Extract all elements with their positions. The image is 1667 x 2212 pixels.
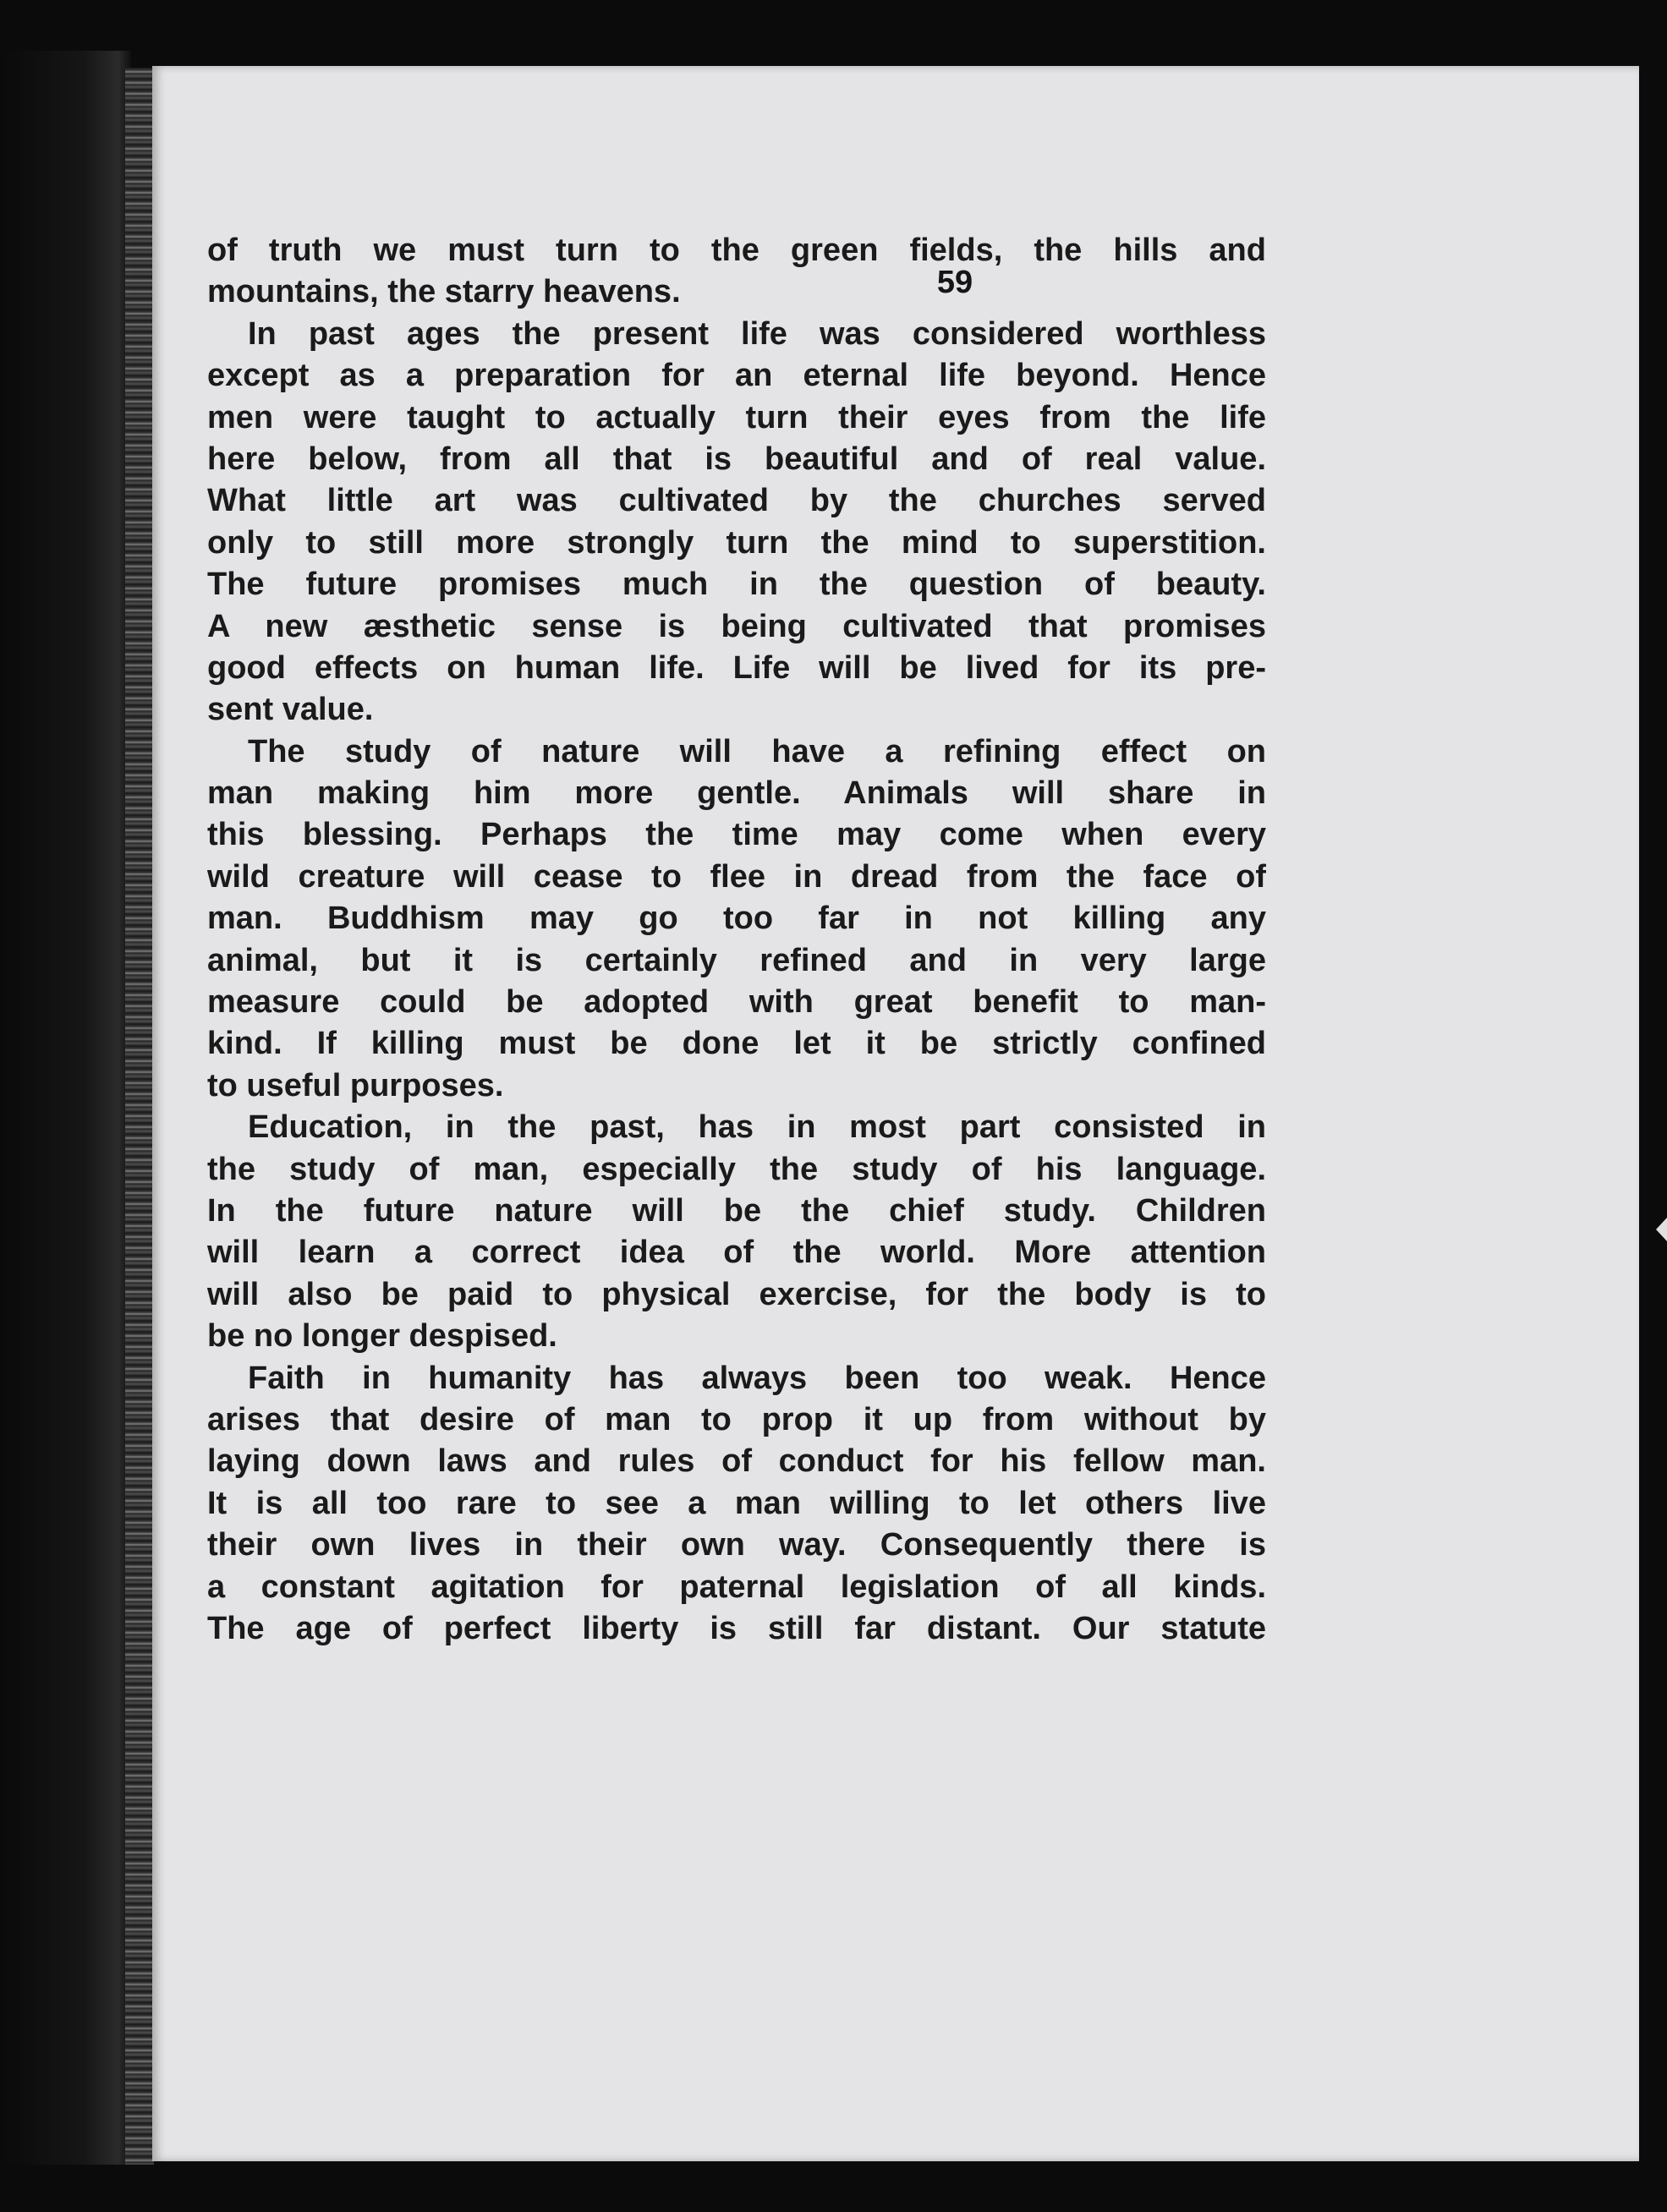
text-line: here below, from all that is beautiful and of real value. — [207, 441, 1266, 477]
text-line: of truth we must turn to the green fields, the hills and — [207, 233, 1266, 268]
text-line: animal, but it is certainly refined and in very large — [207, 942, 1266, 978]
text-line: What little art was cultivated by the churches served — [207, 483, 1266, 519]
text-line: Education, in the past, has in most part consisted in — [248, 1109, 1266, 1146]
text-line: good effects on human life. Life will be lived for its pre- — [207, 649, 1266, 686]
text-line: the study of man, especially the study of his language. — [207, 1151, 1266, 1187]
text-line: kind. If killing must be done let it be strictly confined — [207, 1026, 1266, 1062]
text-line: sent value. — [207, 692, 374, 728]
text-line: to useful purposes. — [207, 1067, 504, 1103]
text-line: Faith in humanity has always been too weak. Hence — [248, 1360, 1266, 1396]
text-line: It is all too rare to see a man willing to let others live — [207, 1485, 1266, 1521]
text-line: will learn a correct idea of the world. More attention — [207, 1235, 1266, 1271]
text-line: will also be paid to physical exercise, for the body is to — [207, 1276, 1266, 1312]
text-line: be no longer despised. — [207, 1318, 557, 1355]
scan-edge-marker — [1656, 1218, 1667, 1241]
text-line: mountains, the starry heavens. — [207, 274, 681, 310]
text-line: measure could be adopted with great benefit to man- — [207, 984, 1266, 1021]
text-line: man making him more gentle. Animals will share in — [207, 775, 1266, 812]
text-line: laying down laws and rules of conduct for his fellow man. — [207, 1443, 1266, 1480]
text-line: men were taught to actually turn their eyes from the life — [207, 399, 1266, 435]
text-line: In the future nature will be the chief study. Children — [207, 1192, 1266, 1229]
page-number: 59 — [936, 265, 973, 300]
text-line: man. Buddhism may go too far in not killing any — [207, 901, 1266, 937]
text-line: The study of nature will have a refining effect on — [248, 733, 1266, 769]
body-text — [207, 230, 1266, 1650]
facing-page-edge — [0, 51, 131, 2165]
text-line: a constant agitation for paternal legislation of all kinds. — [207, 1569, 1266, 1605]
text-line: wild creature will cease to flee in dread from the face of — [207, 858, 1266, 895]
text-line: The future promises much in the question of beauty. — [207, 567, 1266, 603]
text-line: In past ages the present life was considered worthless — [248, 315, 1266, 352]
text-line: arises that desire of man to prop it up from without by — [207, 1401, 1266, 1437]
text-line: except as a preparation for an eternal life beyond. Hence — [207, 358, 1266, 394]
text-line: their own lives in their own way. Consequently there is — [207, 1527, 1266, 1563]
text-line: A new æsthetic sense is being cultivated that promises — [207, 608, 1266, 644]
book-binding — [125, 68, 154, 2165]
text-line: The age of perfect liberty is still far distant. Our statute — [207, 1610, 1266, 1646]
text-line: only to still more strongly turn the mind to superstition. — [207, 524, 1266, 561]
text-line: this blessing. Perhaps the time may come when every — [207, 817, 1266, 853]
